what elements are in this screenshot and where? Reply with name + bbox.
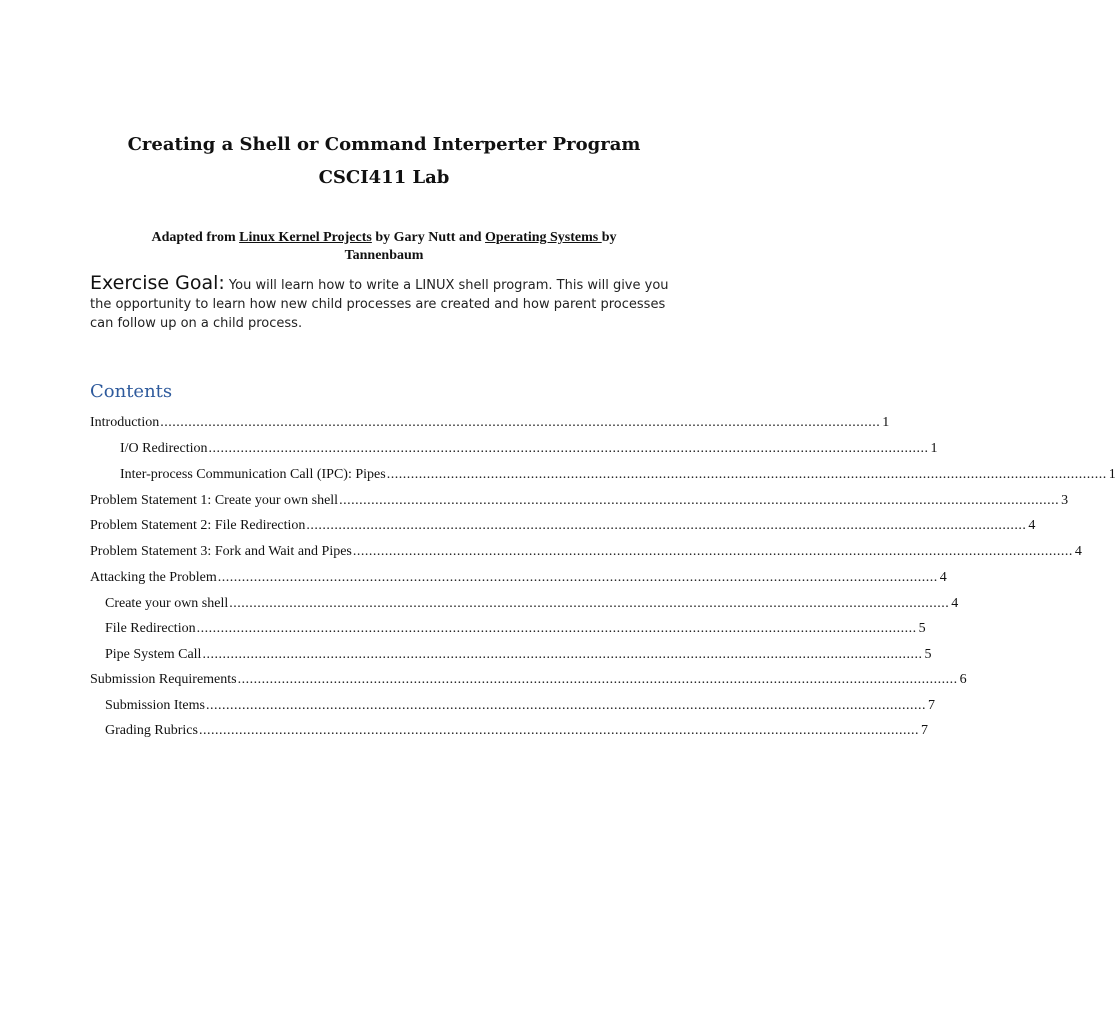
toc-leader-dots: .................................................................................................................................................................................... [229,596,950,611]
attribution-line [0,229,768,247]
document-title: Creating a Shell or Command Interperter Program [127,134,641,155]
toc-entry[interactable] [105,646,932,664]
toc-entry-label: Problem Statement 2: File Redirection [90,518,306,533]
toc-entry[interactable] [105,595,959,613]
toc-leader-dots: .................................................................................................................................................................................... [306,518,1027,533]
toc-entry[interactable] [120,466,1116,484]
toc-entry-page: 4 [939,570,947,585]
toc-entry[interactable] [90,569,947,587]
contents-heading: Contents [90,381,173,402]
attribution-suffix: by [601,230,617,245]
toc-leader-dots: .................................................................................................................................................................................... [352,544,1073,559]
toc-entry-page: 1 [930,441,938,456]
toc-entry-page: 4 [1074,544,1082,559]
toc-entry-page: 5 [924,647,932,662]
toc-entry-label: Submission Requirements [90,672,237,687]
toc-entry[interactable] [90,543,1082,561]
exercise-goal-text: You will learn how to write a LINUX shell program. This will give you the opportunity to learn how new child processes are created and how parent processes can follow up on a child process. [90,278,669,331]
toc-entry-page: 1 [882,415,890,430]
toc-leader-dots: .................................................................................................................................................................................... [386,467,1107,482]
toc-leader-dots: .................................................................................................................................................................................... [202,647,923,662]
toc-entry[interactable] [105,697,935,715]
toc-entry[interactable] [105,722,928,740]
toc-entry-label: Attacking the Problem [90,570,217,585]
toc-entry[interactable] [90,671,967,689]
attribution-middle: by Gary Nutt and [371,230,486,245]
toc-entry-page: 3 [1061,493,1069,508]
toc-entry-page: 4 [951,596,959,611]
toc-entry[interactable] [90,517,1036,535]
toc-leader-dots: .................................................................................................................................................................................... [196,621,917,636]
toc-entry[interactable] [90,492,1069,510]
toc-entry-label: Problem Statement 3: Fork and Wait and Pipes [90,544,352,559]
toc-leader-dots: .................................................................................................................................................................................... [237,672,958,687]
toc-entry-label: Inter-process Communication Call (IPC): Pipes [120,467,386,482]
toc-entry-page: 4 [1028,518,1036,533]
toc-leader-dots: .................................................................................................................................................................................... [198,723,919,738]
toc-entry[interactable] [90,414,890,432]
toc-entry-page: 5 [918,621,926,636]
toc-entry[interactable] [105,620,926,638]
attribution-author: Tannenbaum [344,248,424,263]
toc-entry-label: Introduction [90,415,160,430]
toc-leader-dots: .................................................................................................................................................................................... [205,698,926,713]
toc-entry-label: I/O Redirection [120,441,208,456]
exercise-goal-label: Exercise Goal: [90,272,225,294]
toc-entry-label: Grading Rubrics [105,723,198,738]
toc-leader-dots: .................................................................................................................................................................................... [339,493,1060,508]
toc-entry-page: 7 [920,723,928,738]
exercise-goal-paragraph [90,274,690,333]
toc-entry-page: 1 [1108,467,1116,482]
toc-entry-page: 7 [927,698,935,713]
toc-entry-label: File Redirection [105,621,196,636]
toc-entry-label: Pipe System Call [105,647,202,662]
toc-entry-label: Submission Items [105,698,205,713]
toc-entry-label: Problem Statement 1: Create your own shell [90,493,339,508]
book-title-operating-systems: Operating Systems [485,230,602,245]
toc-entry[interactable] [120,440,938,458]
toc-entry-label: Create your own shell [105,596,229,611]
attribution-prefix: Adapted from [151,230,240,245]
toc-leader-dots: .................................................................................................................................................................................... [208,441,929,456]
toc-leader-dots: .................................................................................................................................................................................... [217,570,938,585]
toc-entry-page: 6 [959,672,967,687]
course-title: CSCI411 Lab [318,167,450,188]
toc-leader-dots: .................................................................................................................................................................................... [160,415,881,430]
book-title-linux-kernel-projects: Linux Kernel Projects [239,230,372,245]
